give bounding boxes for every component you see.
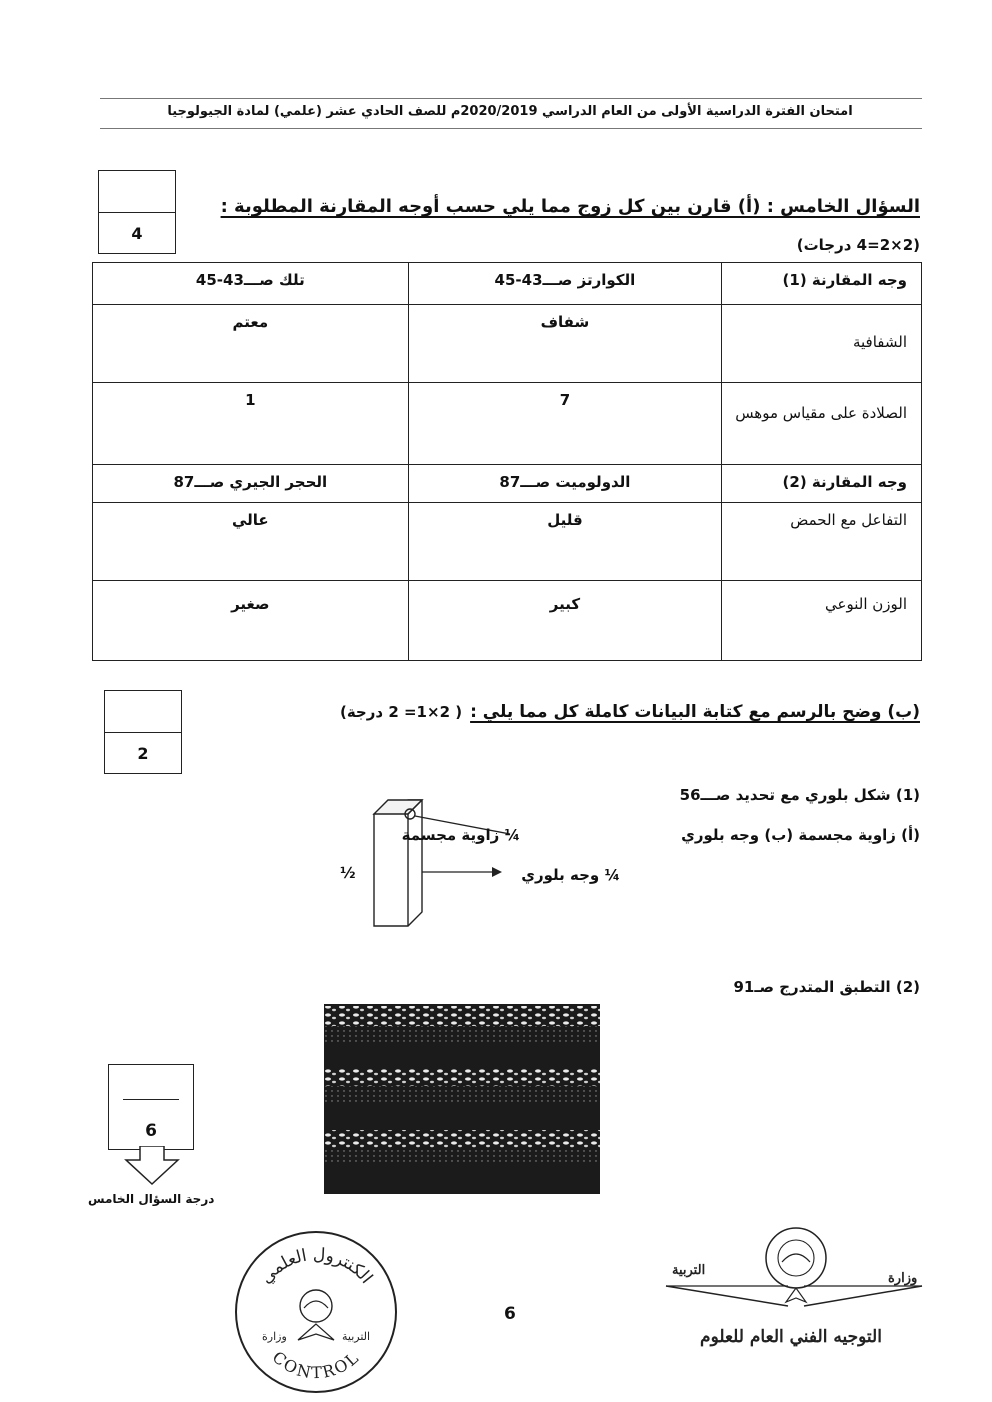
score-box-part-b-value: 2 xyxy=(105,732,181,774)
part-b-heading: (ب) وضح بالرسم مع كتابة البيانات كاملة كل مما يلي : xyxy=(470,702,920,722)
comparison-table xyxy=(92,262,922,661)
table-row xyxy=(93,503,922,581)
table-cell: 1 xyxy=(93,383,409,465)
header-rule-top xyxy=(100,98,922,99)
stamp-right-ministry-b: التربية xyxy=(672,1263,706,1278)
item-1-subtitle: (أ) زاوية مجسمة (ب) وجه بلوري xyxy=(681,826,920,844)
part-b-marks: ( 2×1= 2 درجة) xyxy=(339,703,463,721)
stamp-left-ministry-b: التربية xyxy=(342,1330,371,1343)
table-cell: شفاف xyxy=(408,305,722,383)
control-stamp xyxy=(232,1228,400,1396)
header-rule-bottom xyxy=(100,128,922,129)
table-row-label: الصلادة على مقياس موهس xyxy=(722,383,922,465)
table-cell: 7 xyxy=(408,383,722,465)
question-five-marks: (2×2=4 درجات) xyxy=(796,236,920,254)
page-number: 6 xyxy=(504,1304,516,1324)
exam-header-title: امتحان الفترة الدراسية الأولى من العام الدراسي 2020/2019م للصف الحادي عشر (علمي) لمادة الجيولوجيا xyxy=(167,104,853,119)
comparison-aspect-1-label: وجه المقارنة (1) xyxy=(722,263,922,305)
total-score-value: 6 xyxy=(145,1121,157,1141)
table-row xyxy=(93,581,922,661)
table-row-label: الشفافية xyxy=(722,305,922,383)
crystal-prism xyxy=(374,800,422,926)
crystal-drawing xyxy=(360,792,560,932)
stamp-right-technical-guidance: التوجيه الفني العام للعلوم xyxy=(700,1327,882,1347)
stamp-control-english: CONTROL xyxy=(268,1347,364,1383)
label-solid-angle: ¼ زاوية مجسمة xyxy=(401,826,520,844)
stamp-left-ministry-a: وزارة xyxy=(262,1330,287,1343)
table-cell: معتم xyxy=(93,305,409,383)
sediment-layer xyxy=(324,1006,600,1044)
part-b-heading-row xyxy=(340,702,920,722)
table-cell: تلك صـــ43-45 xyxy=(93,263,409,305)
score-box-part-b xyxy=(104,690,182,774)
crystal-face-arrowhead xyxy=(492,867,502,877)
question-five-heading: السؤال الخامس : (أ) قارن بين كل زوج مما يلي حسب أوجه المقارنة المطلوبة : xyxy=(220,196,920,217)
sediment-layer xyxy=(324,1068,600,1102)
total-score-line xyxy=(123,1099,179,1100)
table-cell: الدولوميت صـــ87 xyxy=(408,465,722,503)
table-row xyxy=(93,305,922,383)
table-row xyxy=(93,383,922,465)
score-box-part-a xyxy=(98,170,176,254)
total-score-box xyxy=(108,1064,194,1150)
table-cell: قليل xyxy=(408,503,722,581)
down-arrow-icon xyxy=(124,1146,180,1186)
score-box-part-a-value: 4 xyxy=(99,212,175,254)
total-score-caption: درجة السؤال الخامس xyxy=(88,1192,215,1206)
sediment-layer xyxy=(324,1130,600,1164)
item-1-title: (1) شكل بلوري مع تحديد صـــ56 xyxy=(679,786,920,804)
table-cell: صغير xyxy=(93,581,409,661)
label-crystal-face: ¼ وجه بلوري xyxy=(521,866,620,884)
emblem-icon xyxy=(766,1228,826,1302)
table-cell: الكوارتز صـــ43-45 xyxy=(408,263,722,305)
table-row-label: التفاعل مع الحمض xyxy=(722,503,922,581)
emblem-icon xyxy=(298,1290,334,1340)
table-row-label: الوزن النوعي xyxy=(722,581,922,661)
table-cell: عالي xyxy=(93,503,409,581)
ministry-stamp xyxy=(652,1224,930,1354)
table-row xyxy=(93,465,922,503)
table-cell: الحجر الجيري صـــ87 xyxy=(93,465,409,503)
half-mark: ½ xyxy=(340,864,356,882)
table-row xyxy=(93,263,922,305)
table-cell: كبير xyxy=(408,581,722,661)
stamp-right-ministry-a: وزارة xyxy=(888,1271,918,1286)
graded-bedding-image xyxy=(324,1004,600,1194)
comparison-aspect-2-label: وجه المقارنة (2) xyxy=(722,465,922,503)
stamp-control-arabic: الكنترول العلمي xyxy=(256,1244,377,1288)
item-2-title: (2) التطبق المتدرج صـ91 xyxy=(733,978,920,996)
